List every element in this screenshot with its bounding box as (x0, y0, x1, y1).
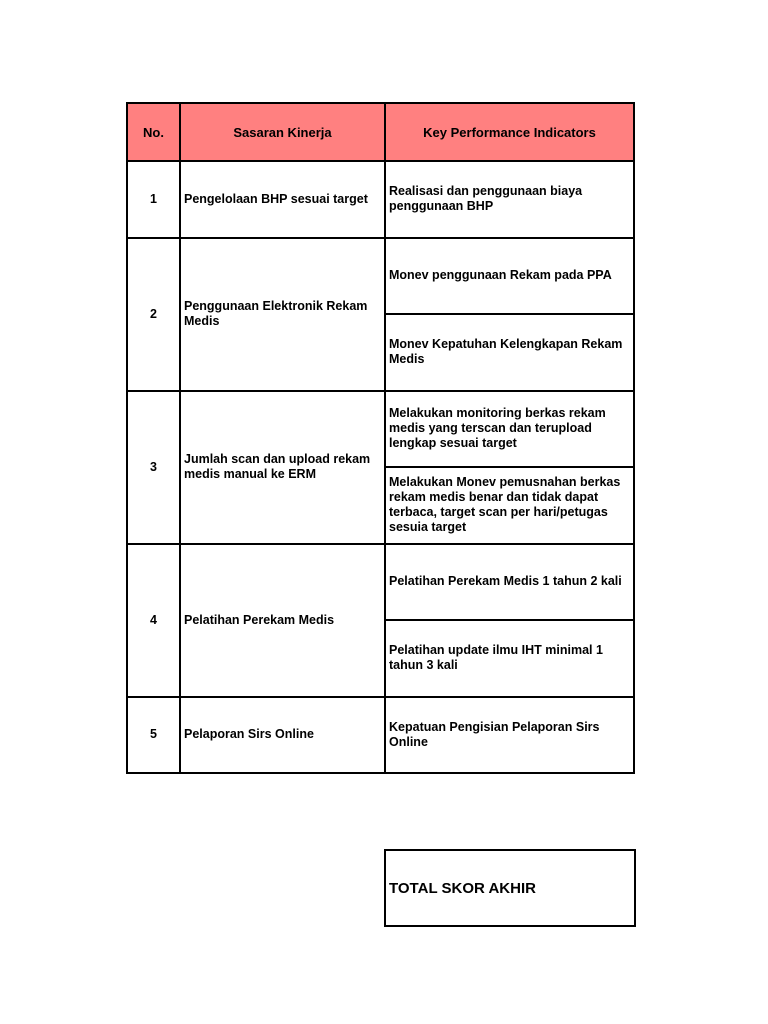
kpi-cell: Pelatihan update ilmu IHT minimal 1 tahun 3 kali (385, 620, 634, 697)
header-sasaran-kinerja: Sasaran Kinerja (180, 103, 385, 161)
row-number: 1 (127, 161, 180, 238)
row-number: 2 (127, 238, 180, 391)
kpi-cell: Monev penggunaan Rekam pada PPA (385, 238, 634, 315)
row-number: 4 (127, 544, 180, 697)
table-row (127, 544, 634, 621)
kpi-table (126, 102, 635, 774)
sasaran-kinerja-cell: Penggunaan Elektronik Rekam Medis (180, 238, 385, 391)
kpi-cell: Kepatuan Pengisian Pelaporan Sirs Online (385, 697, 634, 774)
sasaran-kinerja-cell: Pelatihan Perekam Medis (180, 544, 385, 697)
total-score-label: TOTAL SKOR AKHIR (389, 879, 536, 897)
table-row (127, 391, 634, 468)
header-key-performance-indicators: Key Performance Indicators (385, 103, 634, 161)
sasaran-kinerja-cell: Jumlah scan dan upload rekam medis manual ke ERM (180, 391, 385, 544)
kpi-cell: Monev Kepatuhan Kelengkapan Rekam Medis (385, 314, 634, 391)
row-number: 5 (127, 697, 180, 774)
sasaran-kinerja-cell: Pengelolaan BHP sesuai target (180, 161, 385, 238)
sasaran-kinerja-cell: Pelaporan Sirs Online (180, 697, 385, 774)
header-no: No. (127, 103, 180, 161)
total-score-box (384, 849, 636, 927)
table-row (127, 161, 634, 238)
kpi-cell: Melakukan Monev pemusnahan berkas rekam medis benar dan tidak dapat terbaca, target scan per hari/petugas sesuia target (385, 467, 634, 544)
kpi-cell: Melakukan monitoring berkas rekam medis yang terscan dan terupload lengkap sesuai target (385, 391, 634, 468)
header-row (127, 103, 634, 161)
row-number: 3 (127, 391, 180, 544)
table-row (127, 697, 634, 774)
kpi-cell: Realisasi dan penggunaan biaya penggunaan BHP (385, 161, 634, 238)
kpi-cell: Pelatihan Perekam Medis 1 tahun 2 kali (385, 544, 634, 621)
table-row (127, 238, 634, 315)
